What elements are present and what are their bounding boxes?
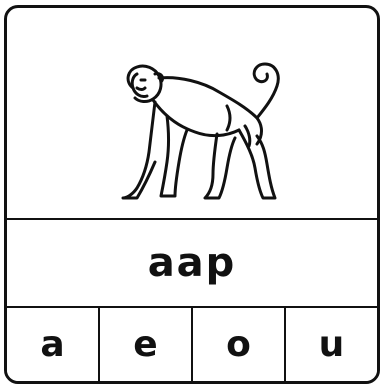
letter-label: a xyxy=(40,323,65,365)
letter-choice-o[interactable] xyxy=(193,308,286,381)
letter-choice-u[interactable] xyxy=(286,308,377,381)
letter-choices xyxy=(7,308,377,381)
letter-choice-e[interactable] xyxy=(100,308,193,381)
word-label: aap xyxy=(147,240,237,286)
picture-area xyxy=(7,8,377,220)
letter-label: u xyxy=(318,323,345,365)
letter-label: o xyxy=(226,323,251,365)
word-area xyxy=(7,220,377,308)
worksheet-card xyxy=(4,5,380,384)
letter-label: e xyxy=(133,323,158,365)
letter-choice-a[interactable] xyxy=(7,308,100,381)
monkey-icon xyxy=(107,52,287,210)
